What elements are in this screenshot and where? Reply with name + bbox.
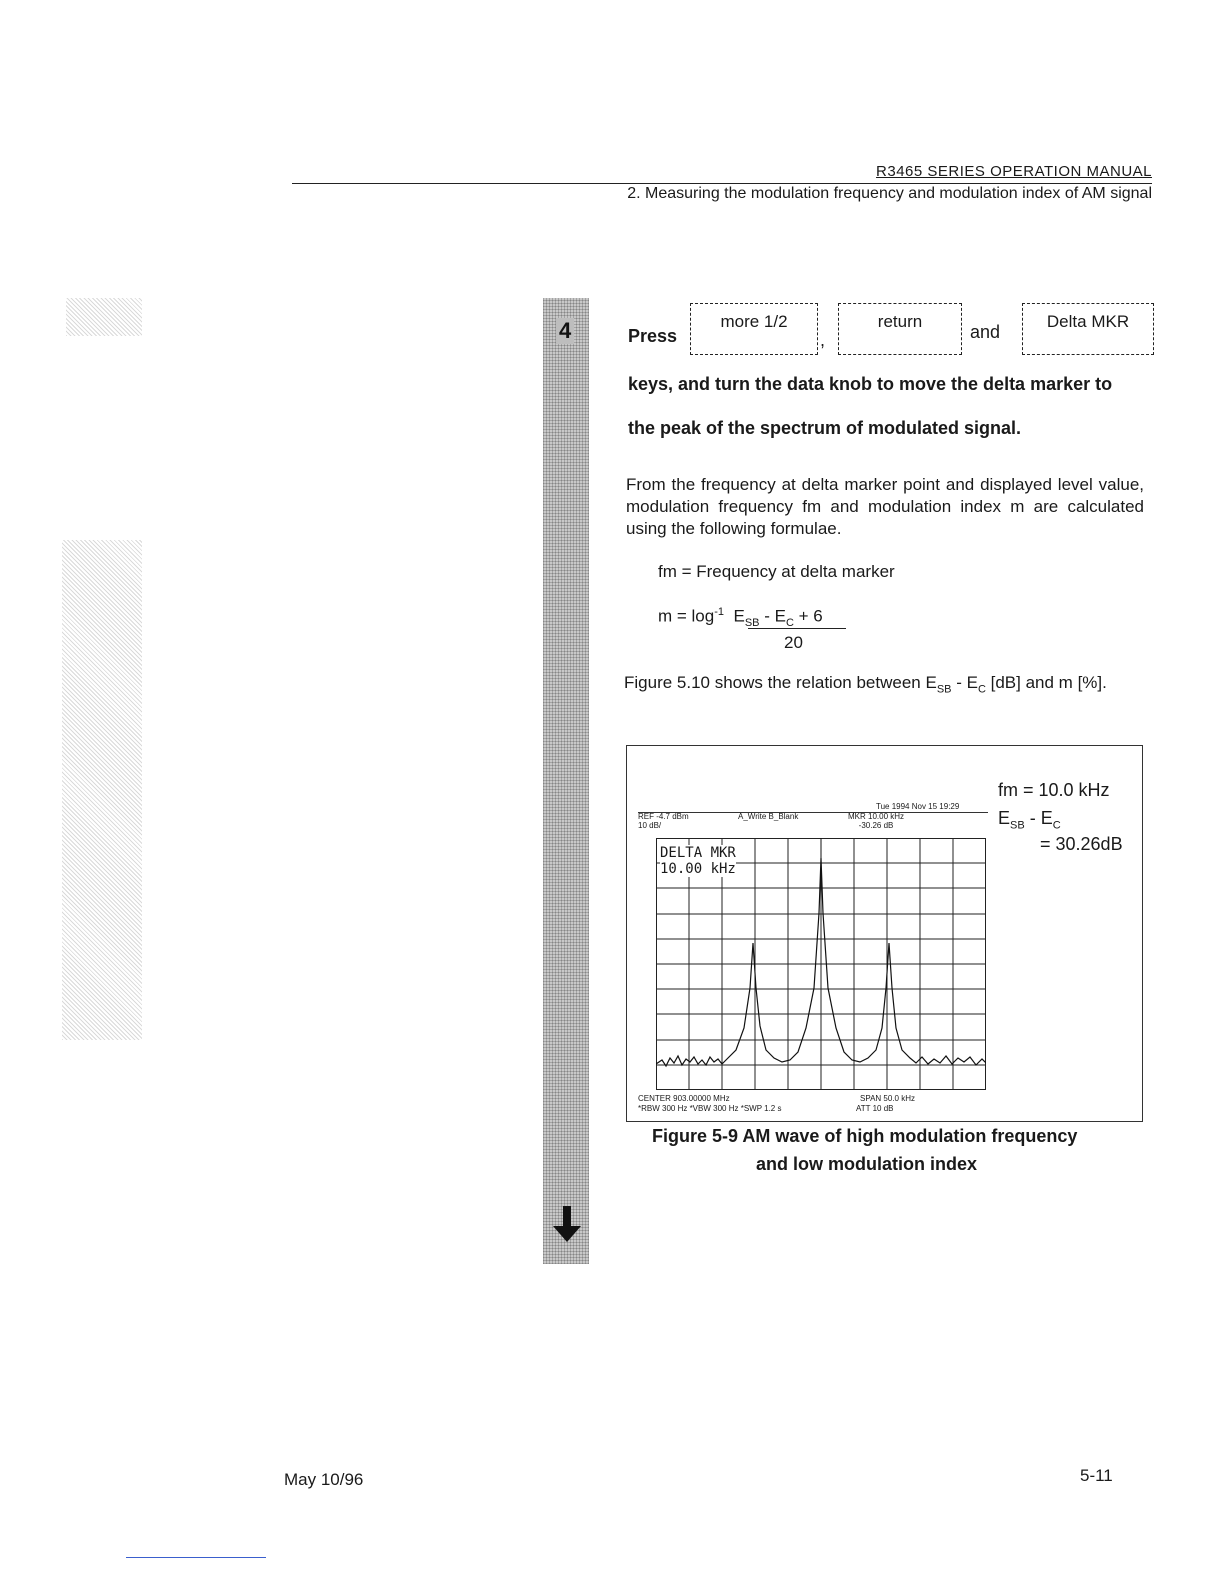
page-number: 5-11 bbox=[1080, 1466, 1113, 1485]
key-separator: , bbox=[820, 330, 826, 350]
instruction-line-1: keys, and turn the data knob to move the delta marker to bbox=[628, 374, 1113, 394]
step-sidebar bbox=[543, 298, 589, 1264]
section-title: 2. Measuring the modulation frequency and modulation index of AM signal bbox=[627, 185, 1152, 202]
figure-caption-line-2: and low modulation index bbox=[756, 1154, 978, 1174]
scan-noise bbox=[66, 298, 142, 336]
annotation-value: = 30.26dB bbox=[1040, 834, 1123, 854]
screen-ref-level: REF -4.7 dBm 10 dB/ bbox=[638, 812, 689, 830]
manual-title: R3465 SERIES OPERATION MANUAL bbox=[876, 163, 1152, 180]
and-word: and bbox=[970, 322, 1001, 342]
key-delta-mkr: Delta MKR bbox=[1022, 303, 1154, 355]
figure-reference: Figure 5.10 shows the relation between $E_{SB} - E_C$ [dB] and m [%]. bbox=[624, 673, 1107, 696]
press-label: Press bbox=[628, 326, 678, 346]
screen-date-stamp: Tue 1994 Nov 15 19:29 bbox=[876, 802, 960, 811]
explanation-paragraph: From the frequency at delta marker point and displayed level value, modulation frequency fm and modulation index m are calculated using the following formulae. bbox=[626, 475, 1144, 538]
screen-marker-readout: MKR 10.00 kHz -30.26 dB bbox=[848, 812, 905, 830]
step-number: 4 bbox=[556, 318, 574, 344]
screen-bandwidth: *RBW 300 Hz *VBW 300 Hz *SWP 1.2 s bbox=[638, 1104, 782, 1113]
key-return: return bbox=[838, 303, 962, 355]
formula-m: $m = \log^{-1} E_{SB} - E_C + 6$ bbox=[658, 606, 823, 630]
formula-fm: fm = Frequency at delta marker bbox=[658, 562, 895, 581]
key-more-half: more 1/2 bbox=[690, 303, 818, 355]
footer-date: May 10/96 bbox=[284, 1470, 364, 1489]
screen-attenuation: ATT 10 dB bbox=[856, 1104, 894, 1113]
annotation-esb-ec: $E_{SB} - E_C$ bbox=[998, 808, 1061, 832]
continue-arrow-icon bbox=[551, 1204, 583, 1244]
screen-trace-mode: A_Write B_Blank bbox=[738, 812, 799, 821]
figure-caption-line-1: Figure 5-9 AM wave of high modulation frequency bbox=[652, 1126, 1078, 1146]
screen-header-rule bbox=[638, 812, 988, 813]
instruction-line-2: the peak of the spectrum of modulated signal. bbox=[628, 418, 1022, 438]
screen-span: SPAN 50.0 kHz bbox=[860, 1094, 915, 1103]
annotation-fm: fm = 10.0 kHz bbox=[998, 780, 1110, 800]
header-rule bbox=[292, 183, 1152, 184]
fraction-bar bbox=[748, 628, 846, 629]
screen-center-freq: CENTER 903.00000 MHz bbox=[638, 1094, 730, 1103]
scan-noise bbox=[62, 540, 142, 1040]
scan-edge-line bbox=[126, 1557, 266, 1558]
delta-marker-readout: DELTA MKR 10.00 kHz bbox=[660, 845, 736, 877]
formula-denominator: 20 bbox=[784, 633, 803, 652]
